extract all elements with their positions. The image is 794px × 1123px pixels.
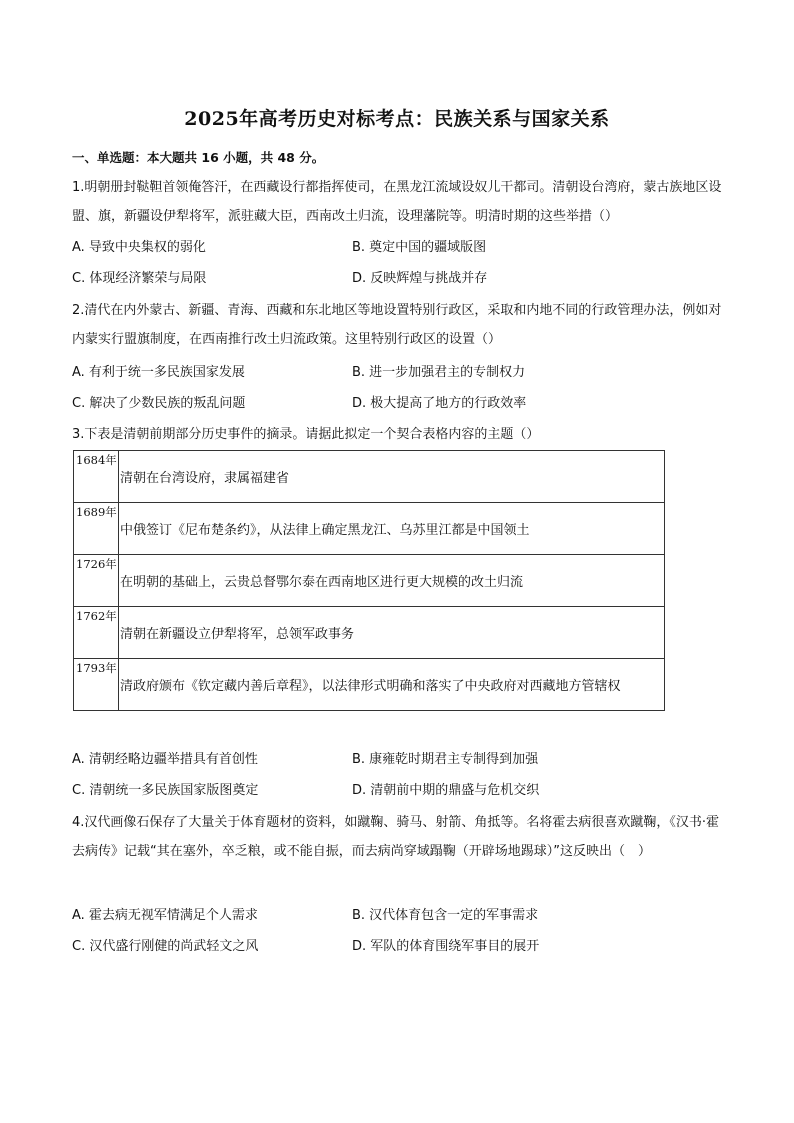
question-1-stem: 1.明朝册封鞑靼首领俺答汗，在西藏设行都指挥使司，在黑龙江流域设奴儿干都司。清朝设台湾府，蒙古族地区设盟、旗，新疆设伊犁将军，派驻藏大臣，西南改土归流，设理藩院等。明清时期的这些举措（） xyxy=(72,180,722,224)
question-1-option-d: D. 反映辉煌与挑战并存 xyxy=(352,271,488,286)
table-row xyxy=(74,659,665,711)
table-row xyxy=(74,451,665,503)
table-cell-year: 1684年 xyxy=(74,451,119,503)
events-table xyxy=(73,450,665,711)
document-title: 2025年高考历史对标考点：民族关系与国家关系 xyxy=(184,108,610,130)
question-3-option-c: C. 清朝统一多民族国家版图奠定 xyxy=(72,783,259,798)
question-2-stem: 2.清代在内外蒙古、新疆、青海、西藏和东北地区等地设置特别行政区，采取和内地不同的行政管理办法，例如对内蒙实行盟旗制度，在西南推行改土归流政策。这里特别行政区的设置（） xyxy=(72,303,722,347)
table-row xyxy=(74,607,665,659)
section-prefix: 一、单选题： xyxy=(72,150,148,165)
table-cell-year: 1726年 xyxy=(74,555,119,607)
question-2-option-d: D. 极大提高了地方的行政效率 xyxy=(352,396,527,411)
table-cell-event: 中俄签订《尼布楚条约》，从法律上确定黑龙江、乌苏里江都是中国领土 xyxy=(119,503,665,555)
question-3-option-d: D. 清朝前中期的鼎盛与危机交织 xyxy=(352,783,540,798)
table-cell-year: 1762年 xyxy=(74,607,119,659)
question-1-option-b: B. 奠定中国的疆域版图 xyxy=(352,240,487,255)
question-4-option-c: C. 汉代盛行刚健的尚武轻文之风 xyxy=(72,939,259,954)
question-3-option-a: A. 清朝经略边疆举措具有首创性 xyxy=(72,752,258,767)
question-4-option-b: B. 汉代体育包含一定的军事需求 xyxy=(352,908,539,923)
question-3-stem: 3.下表是清朝前期部分历史事件的摘录。请据此拟定一个契合表格内容的主题（） xyxy=(72,427,540,442)
question-4-stem: 4.汉代画像石保存了大量关于体育题材的资料，如蹴鞠、骑马、射箭、角抵等。名将霍去病很喜欢蹴鞠，《汉书·霍去病传》记载“其在塞外，卒乏粮，或不能自振，而去病尚穿域蹋鞠（开辟场地踢球）”这反映出（ ） xyxy=(72,815,720,859)
table-row xyxy=(74,555,665,607)
table-row xyxy=(74,503,665,555)
question-1-option-a: A. 导致中央集权的弱化 xyxy=(72,240,206,255)
question-4-option-a: A. 霍去病无视军情满足个人需求 xyxy=(72,908,258,923)
section-text: 本大题共 16 小题，共 48 分。 xyxy=(147,150,325,165)
section-heading xyxy=(72,148,324,166)
table-cell-event: 清政府颁布《钦定藏内善后章程》，以法律形式明确和落实了中央政府对西藏地方管辖权 xyxy=(119,659,665,711)
question-2-option-c: C. 解决了少数民族的叛乱问题 xyxy=(72,396,246,411)
table-cell-year: 1689年 xyxy=(74,503,119,555)
question-3-option-b: B. 康雍乾时期君主专制得到加强 xyxy=(352,752,539,767)
table-cell-event: 在明朝的基础上，云贵总督鄂尔泰在西南地区进行更大规模的改土归流 xyxy=(119,555,665,607)
table-cell-event: 清朝在新疆设立伊犁将军，总领军政事务 xyxy=(119,607,665,659)
question-4-option-d: D. 军队的体育围绕军事目的展开 xyxy=(352,939,540,954)
table-cell-event: 清朝在台湾设府，隶属福建省 xyxy=(119,451,665,503)
question-2-option-b: B. 进一步加强君主的专制权力 xyxy=(352,365,526,380)
question-2-option-a: A. 有利于统一多民族国家发展 xyxy=(72,365,245,380)
question-1-option-c: C. 体现经济繁荣与局限 xyxy=(72,271,207,286)
table-cell-year: 1793年 xyxy=(74,659,119,711)
